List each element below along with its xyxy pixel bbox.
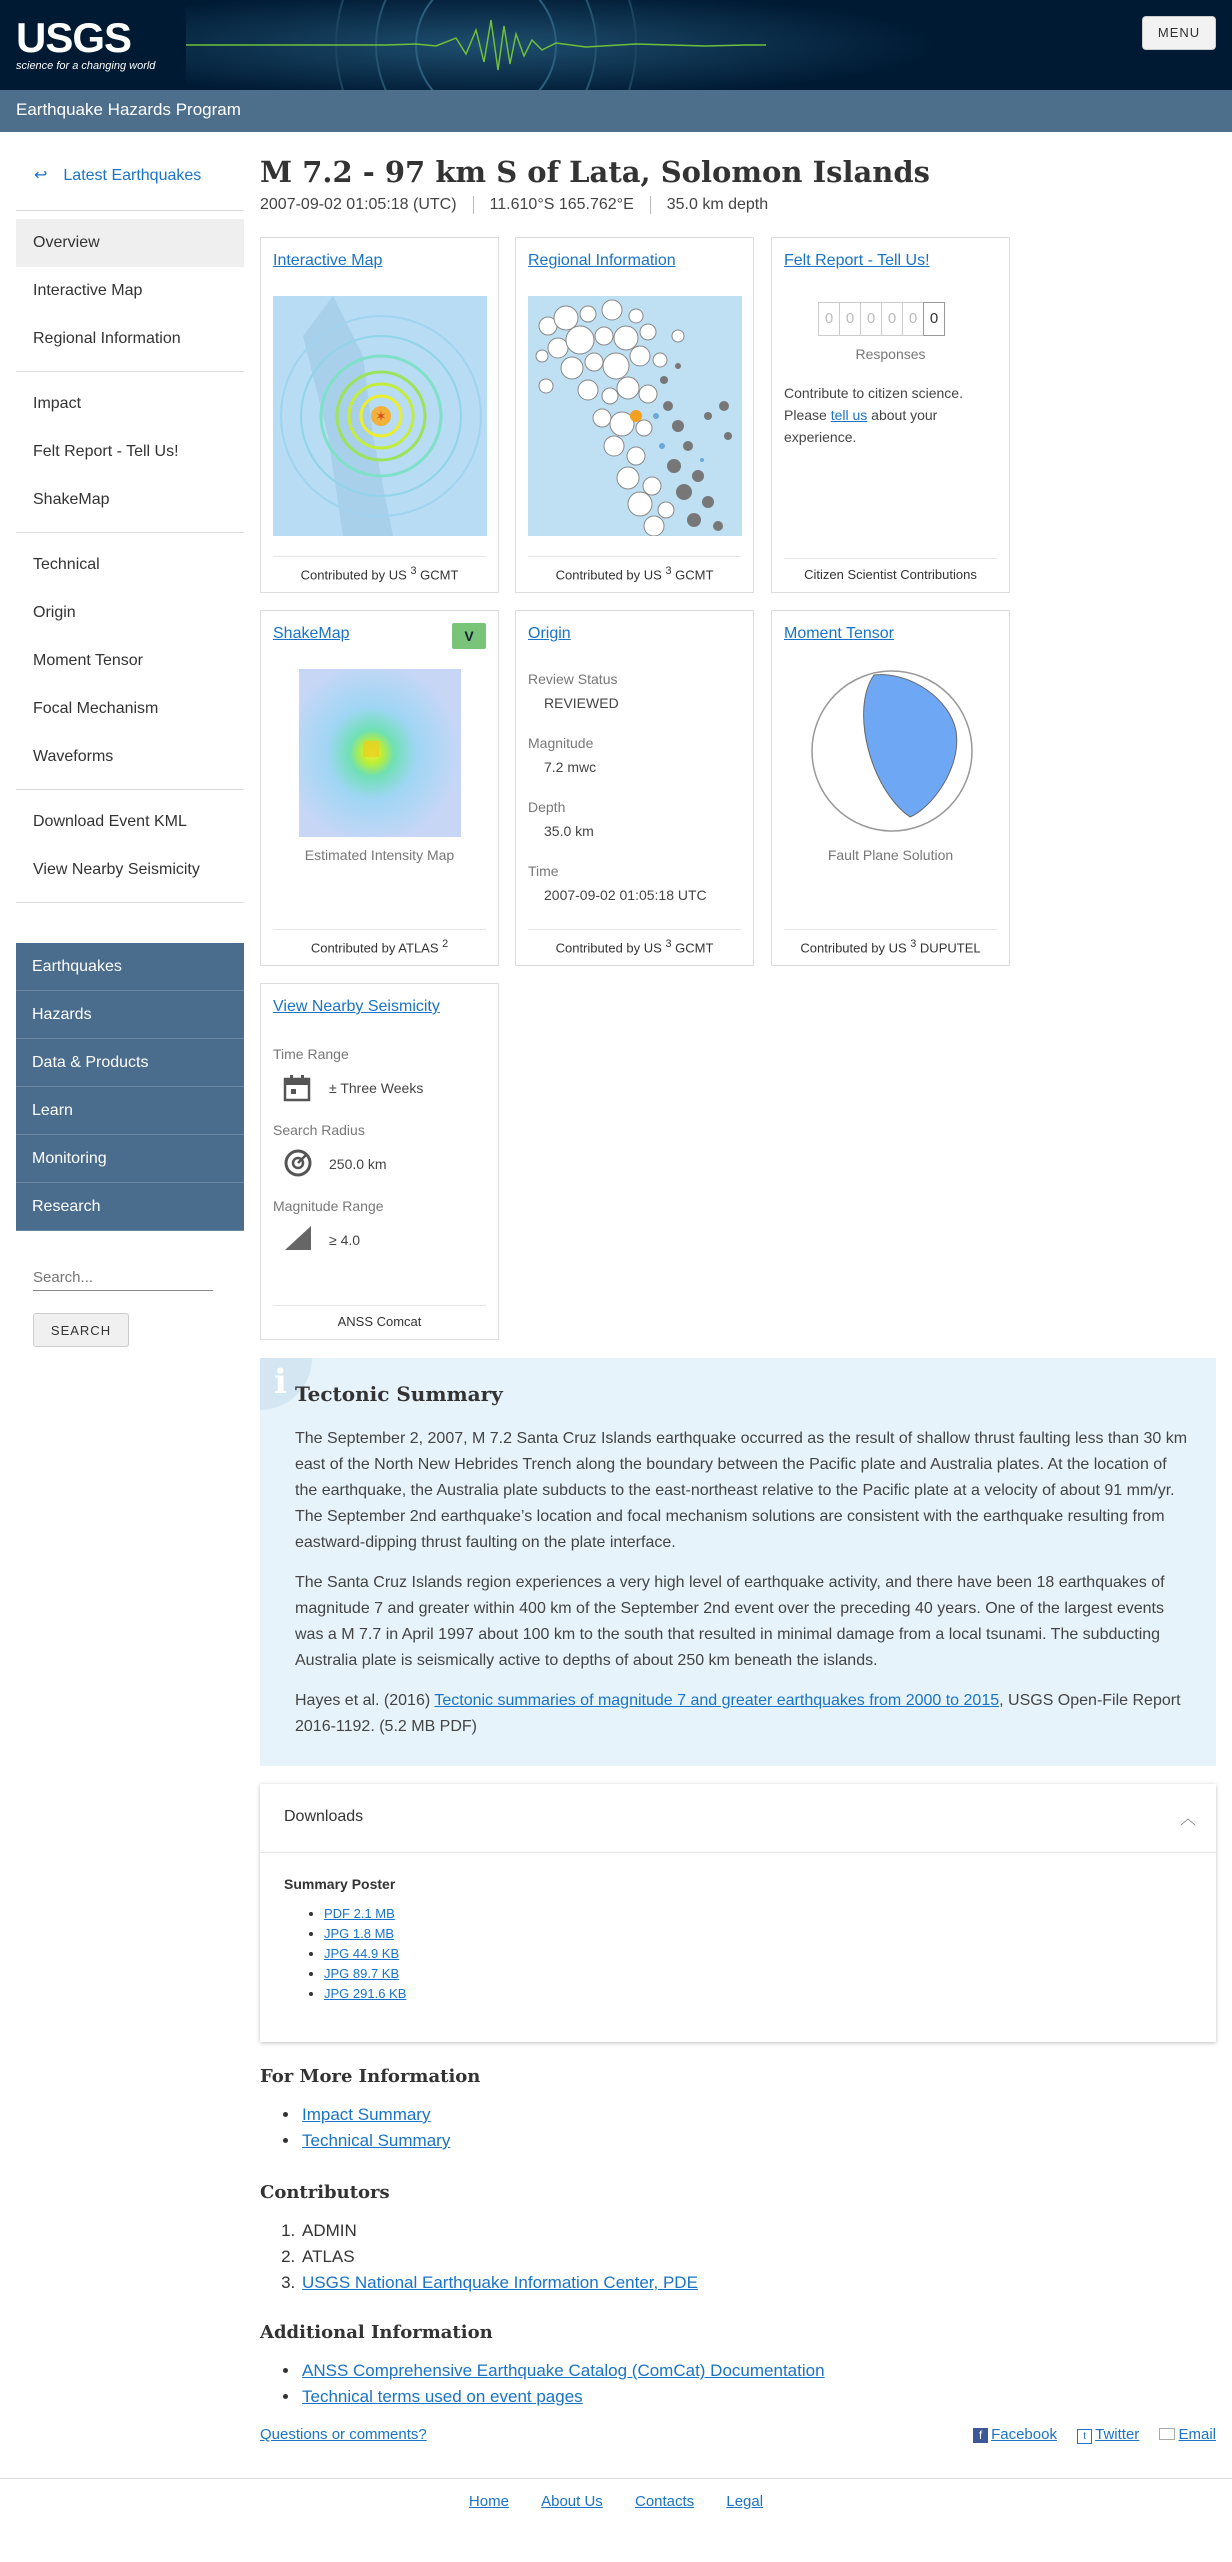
responses-label: Responses: [855, 346, 926, 362]
download-link[interactable]: PDF 2.1 MB: [324, 1906, 395, 1921]
tectonic-paragraph: The Santa Cruz Islands region experiences a very high level of earthquake activity, and there have been 18 earthquakes of magnitude 7 and greater within 400 km of the September 2nd event over the preceding 40 years. One of the largest events was a M 7.7 in April 1997 about 100 km to the south that resulted in minimal damage from a local tsunami. The subducting Australia plate is seismically active to depths of about 250 km beneath the islands.: [295, 1574, 1165, 1669]
time-label: Time: [528, 863, 559, 879]
card-title-regional[interactable]: Regional Information: [528, 252, 676, 269]
more-info-heading: For More Information: [260, 2066, 481, 2087]
card-title-moment-tensor[interactable]: Moment Tensor: [784, 625, 894, 642]
counter-digit: 0: [860, 302, 882, 336]
depth-value: 35.0 km: [544, 823, 594, 839]
download-link[interactable]: JPG 89.7 KB: [324, 1966, 400, 1981]
regional-map-thumbnail[interactable]: [528, 296, 742, 536]
site-nav: [16, 943, 244, 1231]
logo-tagline: science for a changing world: [16, 60, 156, 72]
downloads-panel: [260, 1784, 1216, 2042]
time-range-value: ± Three Weeks: [329, 1080, 424, 1096]
sidebar: [16, 150, 244, 1347]
counter-digit: 0: [923, 302, 945, 336]
chevron-up-icon[interactable]: ︿: [1179, 1811, 1196, 1828]
radius-icon: [283, 1148, 313, 1178]
sidebar-item-regional-information[interactable]: Regional Information: [33, 330, 181, 347]
card-title-shakemap[interactable]: ShakeMap: [273, 625, 350, 642]
card-footer: Contributed by ATLAS $^2$: [273, 929, 486, 955]
list-item: [324, 1924, 406, 1944]
contributors-heading: Contributors: [260, 2182, 390, 2203]
event-meta: [260, 196, 1216, 220]
card-shakemap[interactable]: [260, 610, 499, 966]
review-status-value: REVIEWED: [544, 695, 619, 711]
list-item: [300, 2270, 698, 2296]
list-item: 1. ADMIN: [300, 2218, 698, 2244]
back-label: Latest Earthquakes: [63, 167, 202, 184]
technical-terms-link[interactable]: Technical terms used on event pages: [302, 2387, 583, 2406]
nav-data-products[interactable]: Data & Products: [16, 1039, 244, 1087]
counter-digit: 0: [818, 302, 840, 336]
card-moment-tensor[interactable]: [771, 610, 1010, 966]
depth-label: Depth: [528, 799, 566, 815]
search-radius-label: Search Radius: [273, 1122, 365, 1138]
shakemap-caption: Estimated Intensity Map: [304, 847, 455, 863]
list-item: [300, 2358, 825, 2384]
seismogram-banner: [186, 0, 936, 90]
sidebar-item-interactive-map[interactable]: Interactive Map: [33, 282, 143, 299]
divider: [16, 902, 244, 903]
sidebar-item-focal-mechanism[interactable]: Focal Mechanism: [33, 700, 159, 717]
tectonic-paragraph: The September 2, 2007, M 7.2 Santa Cruz Islands earthquake occurred as the result of shallow thrust faulting less than 30 km east of the North New Hebrides Trench along the boundary between the Pacific plate and Australia plates. At the location of the earthquake, the Australia plate subducts to the east-northeast relative to the Pacific plate at a velocity of about 91 mm/yr. The September 2nd earthquake’s location and focal mechanism solutions are consistent with the earthquake resulting from eastward-dipping thrust faulting on the plate interface.: [295, 1430, 1188, 1551]
card-nearby-seismicity[interactable]: [260, 983, 499, 1340]
divider: [16, 789, 244, 790]
main-content: [260, 150, 1216, 220]
footer-legal-link[interactable]: Legal: [726, 2493, 764, 2510]
list-item: 2. ATLAS: [300, 2244, 698, 2270]
tectonic-summary: [260, 1358, 1216, 1766]
page-bottom-bar: [260, 2426, 1216, 2450]
list-item: [324, 1944, 406, 1964]
tectonic-reference: Hayes et al. (2016) Tectonic summaries of magnitude 7 and greater earthquakes from 2000 to 2015, USGS Open-File Report 2016-1192. (5.2 MB PDF): [295, 1692, 1181, 1735]
responses-counter: [819, 302, 945, 336]
card-regional-information[interactable]: [515, 237, 754, 593]
divider: [16, 371, 244, 372]
search-button[interactable]: SEARCH: [33, 1313, 129, 1347]
counter-digit: 0: [839, 302, 861, 336]
list-item: [300, 2102, 450, 2128]
card-title-origin[interactable]: Origin: [528, 625, 571, 642]
card-footer: Contributed by US $^3$ GCMT: [528, 929, 741, 955]
event-depth: 35.0 km depth: [650, 196, 784, 214]
card-footer: Contributed by US $^3$ GCMT: [528, 556, 741, 582]
list-item: [324, 1984, 406, 2004]
twitter-link[interactable]: t Twitter: [1077, 2426, 1139, 2443]
card-title-nearby-seismicity[interactable]: View Nearby Seismicity: [273, 998, 440, 1015]
review-status-label: Review Status: [528, 671, 618, 687]
event-location: 11.610°S 165.762°E: [473, 196, 650, 214]
card-title-interactive-map[interactable]: Interactive Map: [273, 252, 383, 269]
site-header: [0, 0, 1232, 90]
intensity-badge: V: [452, 623, 486, 649]
calendar-icon: [283, 1074, 311, 1102]
sidebar-item-nearby-seismicity[interactable]: View Nearby Seismicity: [33, 861, 200, 878]
comcat-docs-link[interactable]: ANSS Comprehensive Earthquake Catalog (ComCat) Documentation: [302, 2361, 825, 2380]
search-form: [16, 1265, 244, 1347]
sidebar-item-waveforms[interactable]: Waveforms: [33, 748, 114, 765]
technical-summary-link[interactable]: Technical Summary: [302, 2131, 451, 2150]
tensor-caption: Fault Plane Solution: [827, 847, 954, 863]
tectonic-summaries-link[interactable]: Tectonic summaries of magnitude 7 and greater earthquakes from 2000 to 2015: [434, 1692, 1000, 1709]
neic-link[interactable]: USGS National Earthquake Information Center, PDE: [302, 2273, 698, 2292]
card-title-felt-report[interactable]: Felt Report - Tell Us!: [784, 252, 930, 269]
card-footer: Contributed by US $^3$ GCMT: [273, 556, 486, 582]
menu-button[interactable]: MENU: [1142, 16, 1216, 50]
contributors-list: [300, 2218, 698, 2296]
downloads-heading[interactable]: Downloads: [284, 1808, 364, 1825]
search-radius-value: 250.0 km: [329, 1156, 387, 1172]
more-info-list: [300, 2102, 450, 2154]
divider: [16, 532, 244, 533]
sidebar-item-download-kml[interactable]: Download Event KML: [33, 813, 187, 830]
card-felt-report[interactable]: [771, 237, 1010, 593]
time-value: 2007-09-02 01:05:18 UTC: [544, 887, 707, 903]
sidebar-item-moment-tensor[interactable]: Moment Tensor: [33, 652, 143, 669]
list-item: [300, 2128, 450, 2154]
card-interactive-map[interactable]: [260, 237, 499, 593]
download-list: [324, 1904, 406, 2004]
download-link[interactable]: JPG 1.8 MB: [324, 1926, 395, 1941]
impact-summary-link[interactable]: Impact Summary: [302, 2105, 431, 2124]
questions-link[interactable]: Questions or comments?: [260, 2426, 427, 2443]
divider: [260, 1852, 1216, 1853]
time-range-label: Time Range: [273, 1046, 349, 1062]
counter-digit: 0: [902, 302, 924, 336]
felt-blurb: Contribute to citizen science. Please tell us about your experience.: [784, 385, 963, 445]
magnitude-range-icon: [283, 1224, 313, 1252]
back-arrow-icon: ↩: [34, 167, 48, 184]
nav-learn[interactable]: Learn: [16, 1087, 244, 1135]
program-bar[interactable]: Earthquake Hazards Program: [0, 90, 1232, 132]
nav-hazards[interactable]: Hazards: [16, 991, 244, 1039]
divider: [16, 210, 244, 211]
interactive-map-thumbnail[interactable]: [273, 296, 487, 536]
download-link[interactable]: JPG 291.6 KB: [324, 1986, 407, 2001]
info-icon: i: [260, 1358, 312, 1410]
beachball-diagram: [810, 669, 974, 833]
additional-info-list: [300, 2358, 825, 2410]
card-footer: Contributed by US $^3$ DUPUTEL: [784, 929, 997, 955]
sidebar-item-felt-report[interactable]: Felt Report - Tell Us!: [33, 443, 179, 460]
tell-us-link[interactable]: tell us: [830, 407, 868, 423]
list-item: [324, 1964, 406, 1984]
search-input[interactable]: [33, 1265, 213, 1291]
page-title: M 7.2 - 97 km S of Lata, Solomon Islands: [260, 155, 930, 189]
sidebar-item-shakemap[interactable]: ShakeMap: [33, 491, 110, 508]
list-item: [324, 1904, 406, 1924]
twitter-icon: t: [1077, 2429, 1092, 2444]
card-footer: ANSS Comcat: [273, 1305, 486, 1329]
sidebar-item-impact[interactable]: Impact: [33, 395, 82, 412]
nav-earthquakes[interactable]: Earthquakes: [16, 943, 244, 991]
card-footer: Citizen Scientist Contributions: [784, 558, 997, 582]
footer-about-link[interactable]: About Us: [541, 2493, 603, 2510]
summary-poster-heading: Summary Poster: [284, 1876, 396, 1892]
svg-text:✶: ✶: [375, 408, 387, 424]
magnitude-range-value: ≥ 4.0: [329, 1232, 361, 1248]
email-link[interactable]: Email: [1159, 2426, 1216, 2443]
logo-wordmark: USGS: [16, 14, 132, 61]
back-to-latest-link[interactable]: [16, 150, 244, 202]
social-links: [957, 2426, 1216, 2444]
footer-contacts-link[interactable]: Contacts: [634, 2493, 695, 2510]
tectonic-heading: Tectonic Summary: [295, 1382, 503, 1406]
nav-research[interactable]: Research: [16, 1183, 244, 1231]
sidebar-item-technical[interactable]: Technical: [33, 556, 100, 573]
footer-links: [0, 2478, 1232, 2510]
facebook-link[interactable]: f Facebook: [973, 2426, 1057, 2443]
mail-icon: [1159, 2428, 1175, 2440]
magnitude-value: 7.2 mwc: [544, 759, 597, 775]
sidebar-item-origin[interactable]: Origin: [33, 604, 76, 621]
event-time: 2007-09-02 01:05:18 (UTC): [260, 196, 457, 213]
shakemap-thumbnail[interactable]: [299, 669, 461, 837]
nav-monitoring[interactable]: Monitoring: [16, 1135, 244, 1183]
magnitude-label: Magnitude: [528, 735, 594, 751]
card-origin[interactable]: [515, 610, 754, 966]
footer-home-link[interactable]: Home: [468, 2493, 509, 2510]
facebook-icon: f: [973, 2428, 988, 2443]
additional-info-heading: Additional Information: [260, 2322, 493, 2343]
counter-digit: 0: [881, 302, 903, 336]
download-link[interactable]: JPG 44.9 KB: [324, 1946, 400, 1961]
magnitude-range-label: Magnitude Range: [273, 1198, 384, 1214]
list-item: [300, 2384, 825, 2410]
usgs-logo[interactable]: [16, 16, 155, 72]
sidebar-item-overview[interactable]: Overview: [16, 219, 244, 267]
